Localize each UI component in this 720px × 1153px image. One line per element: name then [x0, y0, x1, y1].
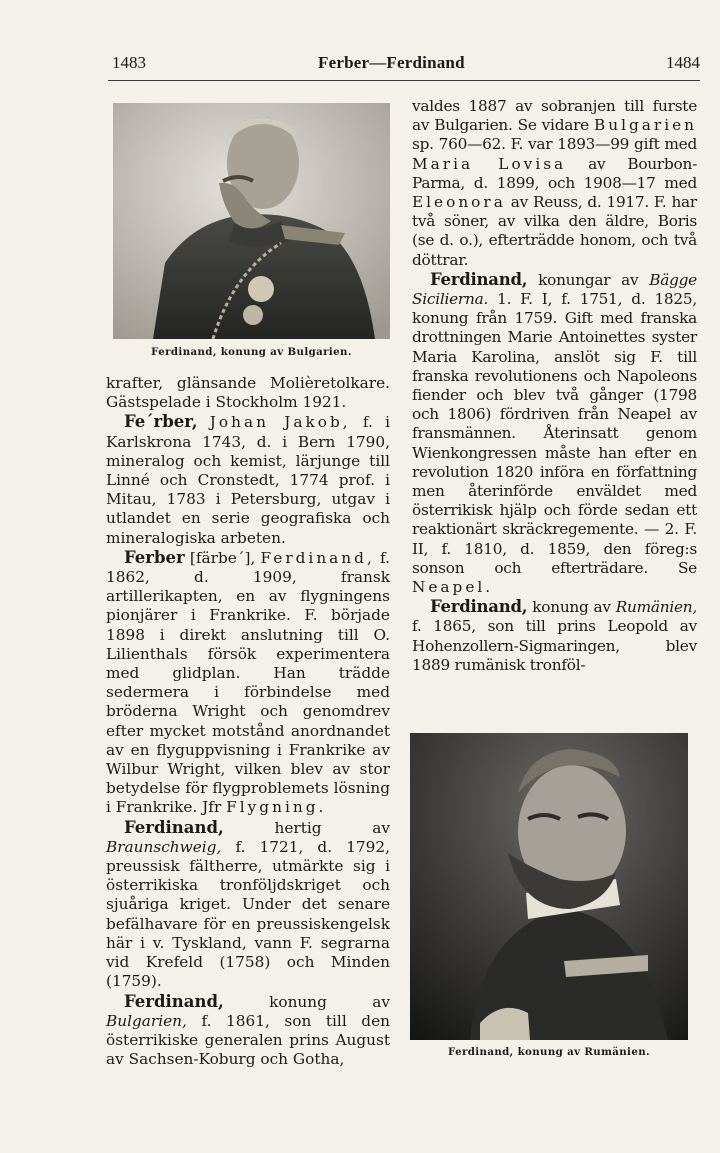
- entry-lead: hertig av: [274, 818, 390, 837]
- continued-entry-bulgarien: [412, 97, 697, 270]
- entry-place: Bägge Sicilierna.: [412, 270, 697, 309]
- page-number-right: 1484: [666, 53, 700, 72]
- portrait-photo-rumanien: [410, 733, 688, 1040]
- entry-body: f. 1862, d. 1909, fransk artillerikapten, en av flygningens pionjärer i Frankrike. F. började 1898 i direkt anslutning till O. Lilienthals försök experimentera med glidplan. Han trädde sedermera i förbindelse med bröderna Wright och genomdrev efter mycket motstånd anordnandet av en flyguppvisning i Frankrike av Wilbur Wright, vilken blev av stor betydelse för flygproblemets lösning i Frankrike. Jfr: [106, 548, 390, 817]
- pronunciation: [färbe´],: [189, 548, 256, 567]
- entry-name: Johan Jakob,: [209, 413, 351, 432]
- continued-entry: krafter, glänsande Molièretolkare. Gästspelade i Stockholm 1921.: [106, 374, 390, 412]
- cross-reference: Neapel.: [412, 578, 494, 597]
- page-title: Ferber—Ferdinand: [318, 53, 465, 72]
- portrait-photo-bulgaria: [113, 103, 390, 339]
- headword: Ferdinand,: [430, 269, 528, 289]
- running-header: [108, 53, 700, 79]
- spouse-name: Eleonora: [412, 193, 506, 212]
- entry-body: f. 1721, d. 1792, preussisk fältherre, utmärkte sig i österrikiska tronföljdskriget och sjuåriga kriget. Under det senare befälhavare för en preussiskengelsk här i v. Tyskland, vann F. segrarna vid Krefeld (1758) och Minden (1759).: [106, 837, 390, 991]
- entry-ferber-ferdinand: [106, 548, 390, 818]
- entry-place: Rumänien,: [615, 598, 697, 617]
- entry-body: f. 1865, son till prins Leopold av Hohenzollern-Sigmaringen, blev 1889 rumänisk tronföl-: [412, 617, 697, 674]
- page-number-left: 1483: [112, 53, 146, 72]
- entry-ferdinand-bulgarien: [106, 992, 390, 1070]
- entry-body: f. 1861, son till den österrikiske generalen prins August av Sachsen-Koburg och Gotha,: [106, 1011, 390, 1069]
- entry-ferdinand-rumanien: [412, 597, 697, 675]
- header-rule: [108, 80, 700, 81]
- photo-caption-bulgaria: Ferdinand, konung av Bulgarien.: [151, 346, 352, 358]
- photo-caption-rumanien: Ferdinand, konung av Rumänien.: [448, 1046, 650, 1058]
- entry-lead: konungar av: [538, 270, 639, 289]
- entry-lead: konung av: [532, 598, 611, 617]
- headword: Fe´rber,: [124, 412, 198, 432]
- entry-name: Ferdinand,: [260, 548, 375, 567]
- portrait-bulgaria-illustration: [113, 103, 390, 339]
- right-column: [412, 97, 697, 675]
- cross-reference: Bulgarien: [593, 116, 697, 135]
- entry-body: av Bourbon-Parma, d. 1899, och 1908—17 med: [412, 154, 697, 192]
- entry-ferdinand-braunschweig: [106, 818, 390, 992]
- cross-reference: Flygning.: [226, 798, 327, 817]
- entry-lead: konung av: [269, 992, 390, 1011]
- entry-place: Braunschweig,: [106, 837, 222, 856]
- left-column: [106, 374, 390, 1069]
- entry-place: Bulgarien,: [106, 1011, 187, 1030]
- headword: Ferber: [124, 547, 185, 567]
- entry-body: f. i Karlskrona 1743, d. i Bern 1790, mineralog och kemist, lärjunge till Linné och Cronstedt, 1774 prof. i Mitau, 1783 i Petersburg, utgav i utlandet en serie geografiska och mineralogiska arbeten.: [106, 413, 390, 547]
- entry-ferdinand-sicilierna: [412, 270, 697, 597]
- headword: Ferdinand,: [124, 817, 224, 837]
- entry-body: sp. 760—62. F. var 1893—99 gift med: [412, 135, 697, 154]
- spouse-name: Maria Lovisa: [412, 154, 567, 173]
- entry-body: 1. F. I, f. 1751, d. 1825, konung från 1759. Gift med franska drottningen Marie Antoinettes syster Maria Karolina, anslöt sig F. till franska revolutionens och Napoleons fiender och blev två gånger (1798 och 1806) fördriven från Neapel av fransmännen. Återinsatt genom Wienkongressen måste han efter en revolution 1820 införa en författning men återinförde enväldet med österrikisk hjälp och förde sedan ett reaktionärt skräckregemente. — 2. F. II, f. 1810, d. 1859, den föreg:s sonson och efterträdare. Se: [412, 290, 697, 577]
- portrait-rumanien-illustration: [410, 733, 688, 1040]
- entry-body: av Reuss, d. 1917. F. har två söner, av vilka den äldre, Boris (se d. o.), efterträdde honom, och två döttrar.: [412, 193, 697, 269]
- entry-ferber-johan: [106, 412, 390, 547]
- headword: Ferdinand,: [430, 597, 528, 617]
- entry-body: valdes 1887 av sobranjen till furste av Bulgarien. Se vidare: [412, 97, 697, 135]
- headword: Ferdinand,: [124, 991, 224, 1011]
